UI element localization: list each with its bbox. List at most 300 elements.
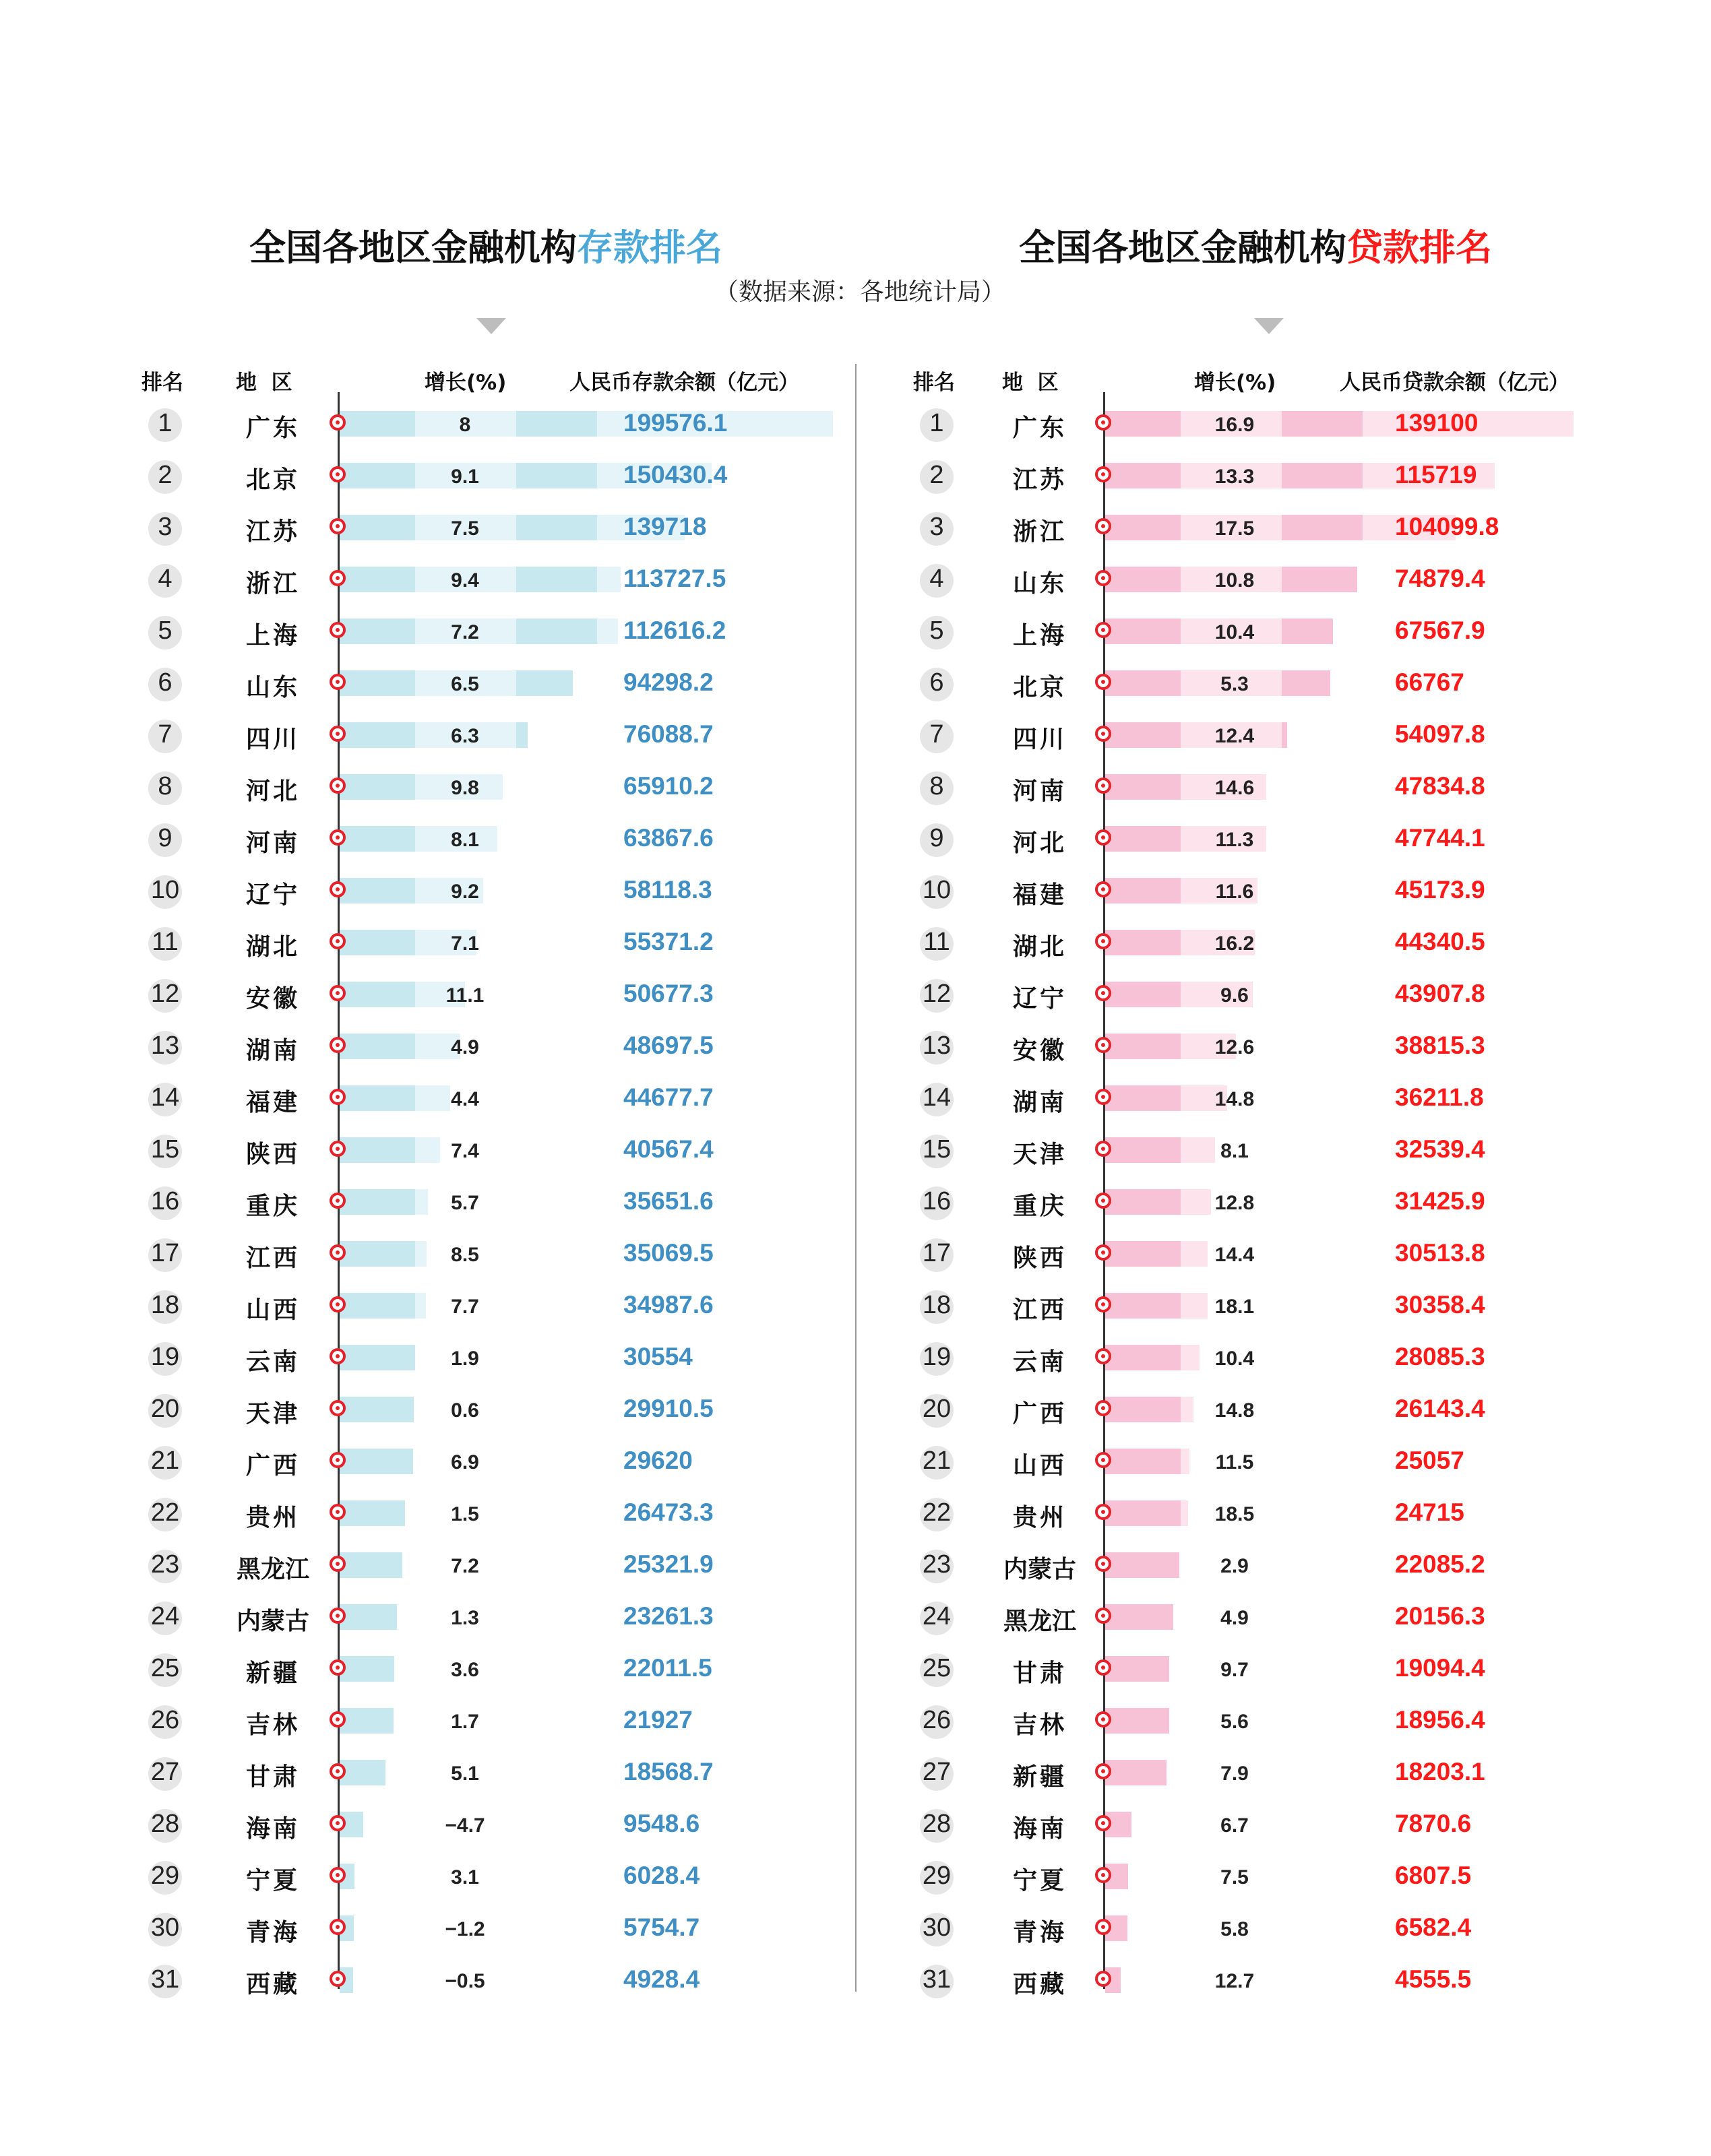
balance-value: 25057 [1395, 1447, 1464, 1474]
balance-value: 47744.1 [1395, 824, 1485, 852]
region-label: 浙江 [245, 569, 300, 598]
loan-row [0, 970, 1711, 1022]
balance-value: 199576.1 [623, 409, 728, 437]
region-label: 海南 [245, 1814, 300, 1843]
target-marker-icon [1095, 1037, 1111, 1053]
region-label: 山东 [1012, 569, 1067, 598]
region-label: 吉林 [245, 1711, 300, 1739]
loan-row [0, 1230, 1711, 1281]
balance-value: 24715 [1395, 1498, 1464, 1526]
growth-value: 14.4 [1214, 1244, 1255, 1266]
growth-value: 2.9 [1220, 1555, 1249, 1577]
value-bar [1105, 1708, 1169, 1734]
growth-value: 6.9 [451, 1451, 479, 1473]
balance-value: 45173.9 [1395, 876, 1485, 903]
growth-value: 18.5 [1214, 1503, 1255, 1525]
balance-value: 35651.6 [623, 1187, 714, 1215]
region-label: 江苏 [245, 517, 300, 546]
deposit-title [249, 219, 722, 271]
region-label: 山东 [245, 673, 300, 701]
region-label: 山西 [1012, 1451, 1067, 1480]
target-marker-icon [1095, 1089, 1111, 1105]
region-label: 宁夏 [1012, 1866, 1067, 1895]
rank-number: 19 [922, 1343, 952, 1371]
growth-value: 14.6 [1214, 777, 1255, 799]
region-label: 江西 [245, 1244, 300, 1272]
balance-value: 55371.2 [623, 928, 714, 955]
rank-number: 31 [922, 1965, 952, 1994]
balance-value: 44677.7 [623, 1083, 714, 1111]
loan-row [0, 1748, 1711, 1800]
region-label: 河南 [245, 829, 300, 857]
region-label: 云南 [1012, 1348, 1067, 1376]
deposit-down-arrow-icon [476, 318, 506, 334]
loan-header-value: 人民币贷款余额（亿元） [1340, 371, 1569, 395]
growth-value: 9.8 [451, 777, 479, 799]
region-label: 贵州 [1012, 1503, 1067, 1531]
growth-value: 1.3 [451, 1607, 479, 1629]
growth-value: 13.3 [1214, 466, 1255, 488]
growth-value: 7.5 [1220, 1866, 1249, 1889]
target-marker-icon [1095, 1919, 1111, 1935]
deposit-header-rank: 排名 [142, 371, 183, 395]
growth-value: 18.1 [1214, 1296, 1255, 1318]
value-bar [1105, 411, 1574, 437]
balance-value: 76088.7 [623, 720, 714, 748]
loan-header-rank: 排名 [913, 371, 955, 395]
target-marker-icon [1095, 1867, 1111, 1883]
rank-number: 27 [922, 1758, 952, 1786]
loan-row [0, 555, 1711, 607]
balance-value: 4555.5 [1395, 1965, 1472, 1993]
growth-value: 1.9 [451, 1348, 479, 1370]
loan-row [0, 1281, 1711, 1333]
growth-value: 7.9 [1220, 1763, 1249, 1785]
value-bar [1105, 1604, 1173, 1630]
value-bar [1105, 1397, 1193, 1422]
rank-number: 25 [150, 1654, 180, 1682]
rank-number: 13 [922, 1032, 952, 1060]
balance-value: 54097.8 [1395, 720, 1485, 748]
growth-value: 1.5 [451, 1503, 479, 1525]
growth-value: −1.2 [445, 1918, 485, 1940]
region-label: 福建 [1012, 881, 1067, 909]
region-label: 青海 [245, 1918, 300, 1946]
loan-row [0, 711, 1711, 763]
growth-value: 4.4 [451, 1088, 479, 1110]
balance-value: 28085.3 [1395, 1343, 1485, 1370]
growth-value: 5.3 [1220, 673, 1249, 695]
growth-value: 4.9 [1220, 1607, 1249, 1629]
balance-value: 58118.3 [623, 876, 712, 903]
loan-row [0, 1126, 1711, 1178]
region-label: 上海 [245, 621, 300, 649]
balance-value: 26143.4 [1395, 1395, 1485, 1422]
growth-value: 9.4 [451, 569, 479, 592]
balance-value: 20156.3 [1395, 1602, 1485, 1630]
balance-value: 43907.8 [1395, 980, 1485, 1007]
growth-value: 3.1 [451, 1866, 479, 1889]
rank-number: 5 [929, 616, 944, 645]
target-marker-icon [1095, 1452, 1111, 1468]
growth-value: −0.5 [445, 1970, 485, 1992]
region-label: 湖南 [1012, 1088, 1067, 1116]
balance-value: 18568.7 [623, 1758, 714, 1785]
balance-value: 9548.6 [623, 1810, 700, 1837]
region-label: 河北 [1012, 829, 1067, 857]
growth-value: 7.7 [451, 1296, 479, 1318]
rank-number: 2 [158, 461, 173, 489]
loan-row [0, 1437, 1711, 1489]
growth-value: 7.5 [451, 517, 479, 540]
region-label: 贵州 [245, 1503, 300, 1531]
region-label: 黑龙江 [1003, 1607, 1076, 1635]
growth-value: 6.3 [451, 725, 479, 747]
rank-number: 10 [150, 876, 180, 904]
balance-value: 44340.5 [1395, 928, 1485, 955]
growth-value: 9.2 [451, 881, 479, 903]
balance-value: 6028.4 [623, 1862, 700, 1889]
loan-title-main: 全国各地区金融机构 [1019, 226, 1346, 269]
rank-number: 14 [922, 1083, 952, 1112]
loan-row [0, 1800, 1711, 1852]
rank-number: 16 [150, 1187, 180, 1215]
rank-number: 21 [922, 1447, 952, 1475]
region-label: 吉林 [1012, 1711, 1067, 1739]
rank-number: 13 [150, 1032, 180, 1060]
growth-value: 7.2 [451, 621, 479, 643]
loan-header-region: 地 区 [1002, 371, 1059, 395]
growth-value: 1.7 [451, 1711, 479, 1733]
loan-row [0, 503, 1711, 555]
deposit-header-region: 地 区 [236, 371, 292, 395]
balance-value: 30513.8 [1395, 1239, 1485, 1267]
balance-value: 30554 [623, 1343, 693, 1370]
balance-value: 65910.2 [623, 772, 714, 800]
rank-number: 28 [150, 1810, 180, 1838]
growth-value: 6.5 [451, 673, 479, 695]
target-marker-icon [1095, 1504, 1111, 1520]
rank-number: 7 [158, 720, 173, 749]
loan-row [0, 866, 1711, 918]
target-marker-icon [1095, 1608, 1111, 1624]
growth-value: 3.6 [451, 1659, 479, 1681]
growth-value: 11.6 [1215, 881, 1254, 903]
region-label: 西藏 [245, 1970, 300, 1998]
loan-row [0, 1489, 1711, 1541]
target-marker-icon [1095, 1193, 1111, 1209]
balance-value: 29620 [623, 1447, 693, 1474]
rank-number: 7 [929, 720, 944, 749]
region-label: 山西 [245, 1296, 300, 1324]
deposit-title-accent: 存款排名 [577, 226, 722, 269]
rank-number: 17 [922, 1239, 952, 1267]
growth-value: 6.7 [1220, 1814, 1249, 1837]
growth-value: 8.1 [451, 829, 479, 851]
balance-value: 23261.3 [623, 1602, 714, 1630]
rank-number: 20 [922, 1395, 952, 1423]
loan-row [0, 1904, 1711, 1956]
target-marker-icon [1095, 466, 1111, 482]
region-label: 四川 [1012, 725, 1067, 753]
region-label: 北京 [1012, 673, 1067, 701]
target-marker-icon [1095, 881, 1111, 897]
rank-number: 1 [158, 409, 173, 437]
region-label: 新疆 [245, 1659, 300, 1687]
balance-value: 40567.4 [623, 1135, 714, 1163]
target-marker-icon [1095, 414, 1111, 431]
loan-down-arrow-icon [1254, 318, 1284, 334]
rank-number: 30 [922, 1913, 952, 1942]
loan-row [0, 1593, 1711, 1645]
loan-row [0, 763, 1711, 815]
deposit-title-main: 全国各地区金融机构 [249, 226, 577, 269]
growth-value: 7.1 [451, 932, 479, 955]
loan-row [0, 1333, 1711, 1385]
growth-value: 5.6 [1220, 1711, 1249, 1733]
rank-number: 25 [922, 1654, 952, 1682]
growth-value: 5.7 [451, 1192, 479, 1214]
loan-title-accent: 贷款排名 [1346, 226, 1492, 269]
loan-row [0, 815, 1711, 866]
loan-row [0, 659, 1711, 711]
rank-number: 22 [922, 1498, 952, 1527]
rank-number: 4 [929, 565, 944, 593]
growth-value: 12.6 [1214, 1036, 1255, 1058]
rank-number: 12 [922, 980, 952, 1008]
region-label: 安徽 [245, 984, 300, 1013]
balance-value: 30358.4 [1395, 1291, 1485, 1319]
region-label: 江西 [1012, 1296, 1067, 1324]
balance-value: 139100 [1395, 409, 1479, 437]
rank-number: 1 [929, 409, 944, 437]
region-label: 西藏 [1012, 1970, 1067, 1998]
growth-value: 11.5 [1215, 1451, 1254, 1473]
region-label: 青海 [1012, 1918, 1067, 1946]
rank-number: 28 [922, 1810, 952, 1838]
value-bar [1105, 1552, 1179, 1578]
rank-number: 18 [922, 1291, 952, 1319]
rank-number: 3 [929, 513, 944, 541]
loan-row [0, 1022, 1711, 1074]
rank-number: 23 [922, 1550, 952, 1579]
growth-value: 9.6 [1220, 984, 1249, 1007]
target-marker-icon [1095, 778, 1111, 794]
target-marker-icon [1095, 1659, 1111, 1676]
target-marker-icon [1095, 674, 1111, 690]
balance-value: 22085.2 [1395, 1550, 1485, 1578]
balance-value: 47834.8 [1395, 772, 1485, 800]
data-source: （数据来源：各地统计局） [714, 278, 1006, 306]
loan-row [0, 451, 1711, 503]
region-label: 天津 [245, 1399, 300, 1428]
value-bar [1105, 1449, 1189, 1474]
region-label: 宁夏 [245, 1866, 300, 1895]
balance-value: 34987.6 [623, 1291, 714, 1319]
region-label: 广东 [1012, 414, 1067, 442]
growth-value: 5.8 [1220, 1918, 1249, 1940]
target-marker-icon [1095, 1763, 1111, 1779]
balance-value: 150430.4 [623, 461, 728, 488]
rank-number: 15 [150, 1135, 180, 1164]
balance-value: 48697.5 [623, 1032, 714, 1059]
balance-value: 6807.5 [1395, 1862, 1472, 1889]
growth-value: 14.8 [1214, 1399, 1255, 1422]
growth-value: 7.4 [451, 1140, 479, 1162]
region-label: 内蒙古 [236, 1607, 309, 1635]
target-marker-icon [1095, 1348, 1111, 1364]
rank-number: 10 [922, 876, 952, 904]
region-label: 陕西 [1012, 1244, 1067, 1272]
growth-value: 11.1 [445, 984, 485, 1007]
rank-number: 11 [152, 928, 179, 956]
loan-row [0, 1178, 1711, 1230]
target-marker-icon [1095, 622, 1111, 638]
rank-number: 30 [150, 1913, 180, 1942]
region-label: 辽宁 [1012, 984, 1067, 1013]
target-marker-icon [1095, 518, 1111, 534]
rank-number: 4 [158, 565, 173, 593]
balance-value: 21927 [623, 1706, 693, 1734]
balance-value: 18203.1 [1395, 1758, 1485, 1785]
loan-row [0, 918, 1711, 970]
rank-number: 6 [158, 668, 173, 697]
growth-value: 0.6 [451, 1399, 479, 1422]
growth-value: −4.7 [445, 1814, 485, 1837]
growth-value: 4.9 [451, 1036, 479, 1058]
growth-value: 17.5 [1214, 517, 1255, 540]
rank-number: 6 [929, 668, 944, 697]
balance-value: 50677.3 [623, 980, 714, 1007]
rank-number: 12 [150, 980, 180, 1008]
rank-number: 16 [922, 1187, 952, 1215]
growth-value: 12.4 [1214, 725, 1255, 747]
balance-value: 19094.4 [1395, 1654, 1485, 1682]
balance-value: 18956.4 [1395, 1706, 1485, 1734]
rank-number: 15 [922, 1135, 952, 1164]
balance-value: 4928.4 [623, 1965, 700, 1993]
rank-number: 26 [150, 1706, 180, 1734]
value-bar [1105, 1760, 1166, 1785]
target-marker-icon [1095, 726, 1111, 742]
rank-number: 2 [929, 461, 944, 489]
rank-number: 9 [158, 824, 173, 852]
growth-value: 16.2 [1214, 932, 1255, 955]
region-label: 浙江 [1012, 517, 1067, 546]
deposit-header-growth: 增长(%) [425, 371, 507, 395]
target-marker-icon [1095, 1971, 1111, 1987]
rank-number: 23 [150, 1550, 180, 1579]
rank-number: 26 [922, 1706, 952, 1734]
region-label: 云南 [245, 1348, 300, 1376]
region-label: 广西 [245, 1451, 300, 1480]
growth-value: 12.8 [1214, 1192, 1255, 1214]
growth-value: 9.1 [451, 466, 479, 488]
loan-row [0, 1956, 1711, 2008]
balance-value: 104099.8 [1395, 513, 1499, 540]
region-label: 陕西 [245, 1140, 300, 1168]
value-bar [1105, 1500, 1188, 1526]
rank-number: 5 [158, 616, 173, 645]
region-label: 四川 [245, 725, 300, 753]
region-label: 甘肃 [1012, 1659, 1067, 1687]
region-label: 重庆 [1012, 1192, 1067, 1220]
region-label: 河北 [245, 777, 300, 805]
target-marker-icon [1095, 1556, 1111, 1572]
deposit-header-value: 人民币存款余额（亿元） [569, 371, 799, 395]
balance-value: 66767 [1395, 668, 1464, 696]
target-marker-icon [1095, 570, 1111, 586]
loan-header-growth: 增长(%) [1194, 371, 1276, 395]
growth-value: 16.9 [1214, 414, 1255, 436]
region-label: 黑龙江 [236, 1555, 309, 1583]
growth-value: 8.1 [1220, 1140, 1249, 1162]
target-marker-icon [1095, 829, 1111, 846]
rank-number: 11 [923, 928, 950, 956]
rank-number: 14 [150, 1083, 180, 1112]
loan-row [0, 607, 1711, 659]
rank-number: 29 [922, 1862, 952, 1890]
growth-value: 10.8 [1214, 569, 1255, 592]
balance-value: 36211.8 [1395, 1083, 1484, 1111]
loan-title [1019, 219, 1492, 271]
target-marker-icon [1095, 933, 1111, 949]
growth-value: 9.7 [1220, 1659, 1249, 1681]
region-label: 福建 [245, 1088, 300, 1116]
loan-row [0, 400, 1711, 451]
balance-value: 35069.5 [623, 1239, 714, 1267]
loan-row [0, 1385, 1711, 1437]
region-label: 河南 [1012, 777, 1067, 805]
rank-number: 19 [150, 1343, 180, 1371]
growth-value: 7.2 [451, 1555, 479, 1577]
region-label: 江苏 [1012, 466, 1067, 494]
target-marker-icon [1095, 1244, 1111, 1261]
growth-value: 11.3 [1215, 829, 1254, 851]
loan-row [0, 1852, 1711, 1904]
region-label: 内蒙古 [1003, 1555, 1076, 1583]
balance-value: 7870.6 [1395, 1810, 1472, 1837]
balance-value: 115719 [1395, 461, 1477, 488]
region-label: 重庆 [245, 1192, 300, 1220]
balance-value: 112616.2 [623, 616, 726, 644]
growth-value: 14.8 [1214, 1088, 1255, 1110]
region-label: 湖南 [245, 1036, 300, 1065]
target-marker-icon [1095, 1815, 1111, 1831]
region-label: 湖北 [245, 932, 300, 961]
growth-value: 10.4 [1214, 621, 1255, 643]
growth-value: 5.1 [451, 1763, 479, 1785]
rank-number: 18 [150, 1291, 180, 1319]
rank-number: 20 [150, 1395, 180, 1423]
target-marker-icon [1095, 1296, 1111, 1312]
region-label: 湖北 [1012, 932, 1067, 961]
rank-number: 22 [150, 1498, 180, 1527]
region-label: 甘肃 [245, 1763, 300, 1791]
balance-value: 25321.9 [623, 1550, 714, 1578]
balance-value: 74879.4 [1395, 565, 1485, 592]
region-label: 海南 [1012, 1814, 1067, 1843]
balance-value: 5754.7 [623, 1913, 700, 1941]
balance-value: 31425.9 [1395, 1187, 1485, 1215]
region-label: 广西 [1012, 1399, 1067, 1428]
rank-number: 17 [150, 1239, 180, 1267]
rank-number: 24 [150, 1602, 180, 1630]
rank-number: 3 [158, 513, 173, 541]
growth-value: 8.5 [451, 1244, 479, 1266]
balance-value: 22011.5 [623, 1654, 712, 1682]
rank-number: 29 [150, 1862, 180, 1890]
